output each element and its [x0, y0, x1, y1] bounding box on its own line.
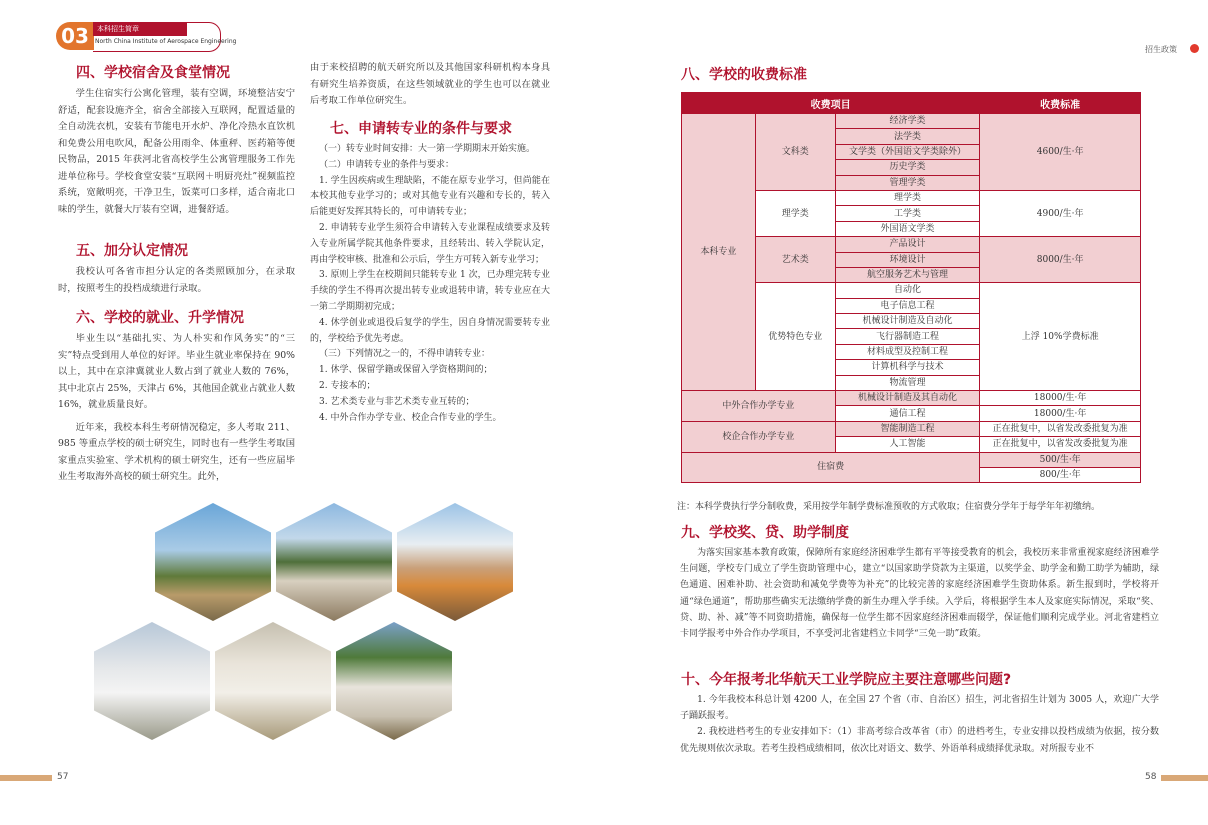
right-page	[604, 0, 1208, 825]
fee-major: 管理学类	[835, 175, 980, 190]
fee-value: 8000/生·年	[980, 237, 1141, 283]
fee-benke-cell: 本科专业	[682, 114, 756, 391]
campus-photo-rock-3	[94, 622, 210, 740]
fee-major: 飞行器制造工程	[835, 329, 980, 344]
section-7-text: （一）转专业时间安排：大一第一学期期末开始实施。 （二）申请转专业的条件与要求： 1. 学生因疾病或生理缺陷，不能在原专业学习，但尚能在本校其他专业学习的；或对其他专业有兴趣和专长的，转入后能更好发挥其特长的，可申请转专业； 2. 申请转专业学生须符合申请转入专业课程成绩要求及转入专业所属学院其他条件要求，且经转出、转入学院认定，再由学校审核、批准和公示后，学生方可转入新专业学习； 3. 原则上学生在校期间只能转专业 1 次，已办理完转专业手续的学生不得再次提出转专业或退转申请，转专业应在大一第二学期期初完成； 4. 休学创业或退役后复学的学生，因自身情况需要转专业的，学校给予优先考虑。 （三）下列情况之一的，不得申请转专业： 1. 休学、保留学籍或保留入学资格期间的； 2. 专接本的； 3. 艺术类专业与非艺术类专业互转的； 4. 中外合作办学专业、校企合作专业的学生。	[310, 144, 550, 423]
fee-major: 文学类（外国语文学类除外）	[835, 144, 980, 159]
fee-value: 800/生·年	[980, 467, 1141, 482]
campus-photo-rock-4	[215, 622, 331, 740]
fee-value: 正在批复中，以省发改委批复为准	[980, 421, 1141, 436]
header-right-label: 招生政策	[1145, 45, 1177, 54]
fee-table-header-item: 收费项目	[682, 93, 980, 114]
header-box	[93, 22, 237, 52]
footer-bar-left	[0, 775, 52, 781]
fee-major: 环境设计	[835, 252, 980, 267]
fee-major: 历史学类	[835, 160, 980, 175]
section-5-text: 我校认可各省市担分认定的各类照顾加分，在录取时，按照考生的投档成绩进行录取。	[58, 266, 295, 294]
section-6-text: 毕业生以“基础扎实、为人朴实和作风务实”的“三实”特点受到用人单位的好评。毕业生就业率保持在 90% 以上，其中在京津冀就业人数占到了就业人数的 76%，其中北京占 25%，天津占 6%，其他国企就业占就业人数 16%，就业质量良好。 近年来，我校本科生考研情况稳定，多人考取 211、985 等重点学校的硕士研究生，同时也有一些学生考取国家重点实验室、学术机构的硕士研究生，还有一些应届毕业生考取海外高校的硕士研究生。此外，	[58, 333, 295, 482]
fee-major: 计算机科学与技术	[835, 360, 980, 375]
fee-major: 法学类	[835, 129, 980, 144]
fee-value: 上浮 10%学费标准	[980, 283, 1141, 391]
fee-major: 经济学类	[835, 114, 980, 129]
fee-group-name: 优势特色专业	[755, 283, 835, 391]
fee-major: 航空服务艺术与管理	[835, 267, 980, 282]
fee-note: 注：本科学费执行学分制收费，采用按学年制学费标准预收的方式收取；住宿费分学年于每学年年初缴纳。	[677, 502, 1101, 512]
fee-group-name: 文科类	[755, 114, 835, 191]
fee-table-header-standard: 收费标准	[980, 93, 1141, 114]
section-10-title: 十、今年报考北华航天工业学院应主要注意哪些问题?	[681, 672, 1012, 688]
fee-value: 18000/生·年	[980, 406, 1141, 421]
fee-value: 500/生·年	[980, 452, 1141, 467]
fee-major: 外国语文学类	[835, 221, 980, 236]
fee-table	[681, 92, 1141, 483]
campus-photo-rock-1	[155, 503, 271, 621]
fee-major: 理学类	[835, 190, 980, 205]
campus-photo-building	[397, 503, 513, 621]
fee-value: 4900/生·年	[980, 190, 1141, 236]
header-en-title: North China Institute of Aerospace Engineering	[95, 38, 237, 45]
col2-top-text: 由于来校招聘的航天研究所以及其他国家科研机构本身具有研究生培养资质，在这些领域就业的学生也可以在就业后考取工作单位研究生。	[310, 62, 550, 106]
fee-major: 产品设计	[835, 237, 980, 252]
page-number-left: 57	[57, 772, 69, 782]
fee-value: 18000/生·年	[980, 391, 1141, 406]
footer-bar-right	[1161, 775, 1208, 781]
header-dot-icon	[1190, 44, 1199, 53]
fee-major: 智能制造工程	[835, 421, 980, 436]
section-7-title: 七、申请转专业的条件与要求	[330, 121, 512, 137]
fee-major: 机械设计制造及自动化	[835, 314, 980, 329]
section-9-title: 九、学校奖、贷、助学制度	[681, 525, 849, 541]
fee-major: 机械设计制造及其自动化	[835, 391, 980, 406]
fee-value: 4600/生·年	[980, 114, 1141, 191]
fee-major: 通信工程	[835, 406, 980, 421]
campus-photo-rock-5	[336, 622, 452, 740]
fee-major: 电子信息工程	[835, 298, 980, 313]
fee-major: 工学类	[835, 206, 980, 221]
fee-dorm-name: 住宿费	[682, 452, 980, 483]
section-4-title: 四、学校宿舍及食堂情况	[76, 65, 230, 81]
fee-major: 材料成型及控制工程	[835, 344, 980, 359]
section-5-title: 五、加分认定情况	[76, 243, 188, 259]
section-6-title: 六、学校的就业、升学情况	[76, 310, 244, 326]
chapter-badge: 03	[56, 22, 94, 50]
page-number-right: 58	[1145, 772, 1157, 782]
fee-group-name: 理学类	[755, 190, 835, 236]
section-4-text: 学生住宿实行公寓化管理，装有空调，环境整洁安宁舒适，配套设施齐全，宿舍全部接入互联网，配置适量的全自动洗衣机，安装有节能电开水炉、净化冷热水直饮机和免费公用电吹风，配备公用雨伞、体重秤、医药箱等便民物品，2015 年获河北省高校学生公寓管理服务工作先进单位称号。学校食堂安装“互联网＋明厨亮灶”视频监控系统，宽敞明亮，干净卫生，饭菜可口多样，适合南北口味的学生，就餐大厅装有空调，进餐舒适。	[58, 88, 295, 215]
fee-sino-name: 中外合作办学专业	[682, 391, 836, 422]
section-8-title: 八、学校的收费标准	[681, 67, 807, 83]
fee-major: 人工智能	[835, 437, 980, 452]
fee-coop-name: 校企合作办学专业	[682, 421, 836, 452]
fee-major: 物流管理	[835, 375, 980, 390]
section-10-text: 1. 今年我校本科总计划 4200 人，在全国 27 个省（市、自治区）招生，河北省招生计划为 3005 人，欢迎广大学子踊跃报考。 2. 我校进档考生的专业安排如下：（1）非高考综合改革省（市）的进档考生，专业安排以投档成绩为依据，按分数优先规则依次录取。若考生投档成绩相同，依次比对语文、数学、外语单科成绩择优录取。对所报专业不	[680, 695, 1159, 754]
campus-photo-rock-2	[276, 503, 392, 621]
fee-major: 自动化	[835, 283, 980, 298]
section-9-text: 为落实国家基本教育政策，保障所有家庭经济困难学生都有平等接受教育的机会，我校历来非常重视家庭经济困难学生问题，学校专门成立了学生资助管理中心，建立“以国家助学贷款为主渠道，以奖学金、助学金和勤工助学为辅助，绿色通道、困难补助、社会资助和减免学费等为补充”的比较完善的家庭经济困难学生资助体系。新生报到时，学校将开通“绿色通道”，帮助那些确实无法缴纳学费的新生办理入学手续。入学后，将根据学生本人及家庭实际情况，采取“奖、贷、助、补、减”等不同资助措施，确保每一位学生都不因家庭经济困难而辍学，保证他们顺利完成学业。河北省建档立卡同学报考中外合作办学项目，不享受河北省建档立卡同学“三免一助”政策。	[680, 548, 1159, 640]
header-cn-title: 本科招生简章	[93, 23, 187, 36]
fee-group-name: 艺术类	[755, 237, 835, 283]
fee-value: 正在批复中，以省发改委批复为准	[980, 437, 1141, 452]
